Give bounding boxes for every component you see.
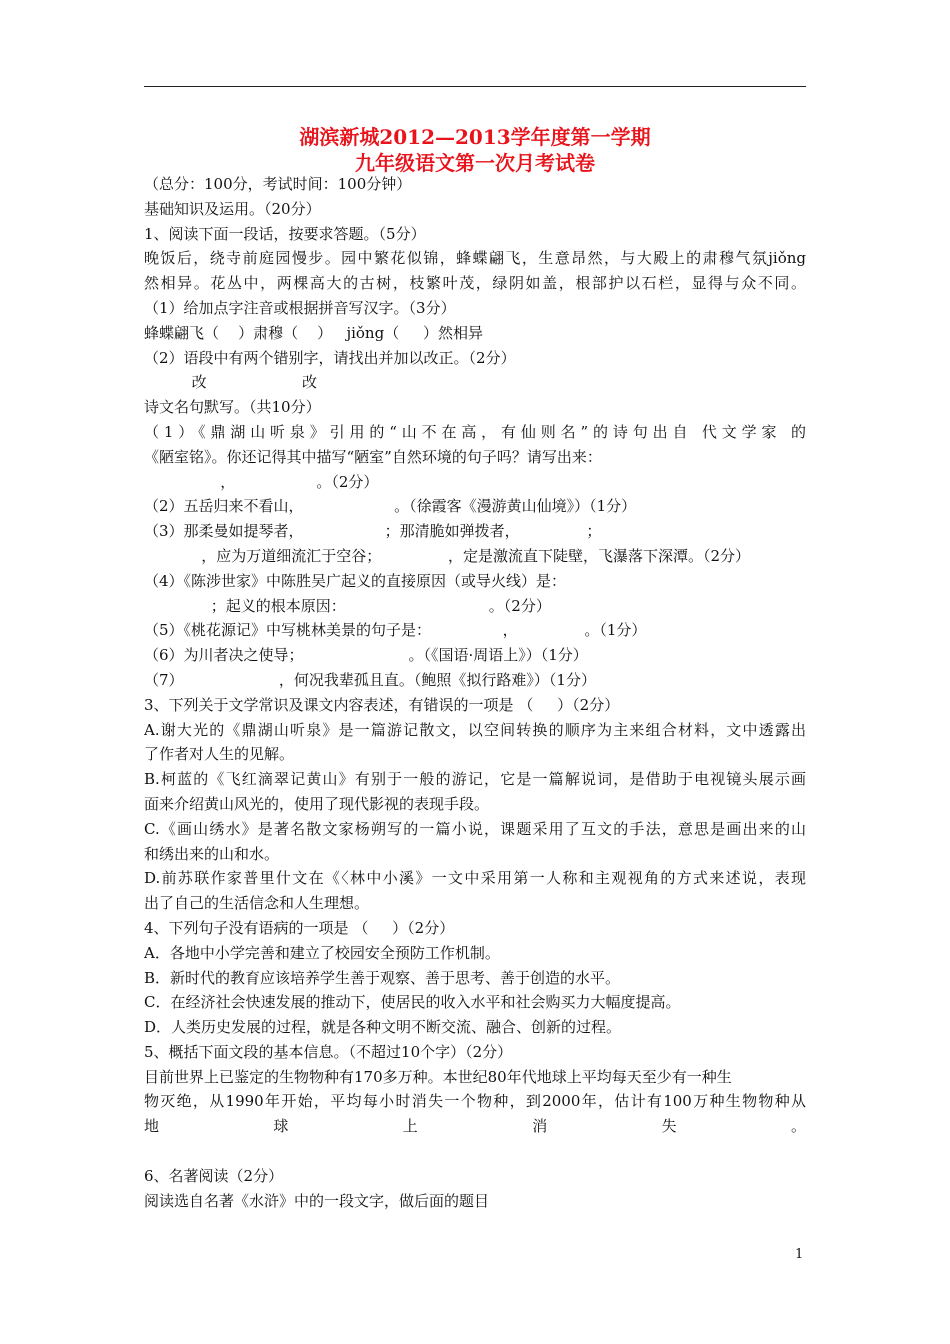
- text-line: （5）《桃花源记》中写桃林美景的句子是： ， 。（1分）: [144, 621, 647, 640]
- header-rule: [144, 86, 806, 87]
- text-line: 4、下列句子没有语病的一项是 （ ）（2分）: [144, 918, 455, 937]
- text-line: 出了自己的生活信念和人生理想。: [144, 894, 370, 913]
- text-line: （总分：100分，考试时间：100分钟）: [144, 175, 412, 193]
- text-line: B．新时代的教育应该培养学生善于观察、善于思考、善于创造的水平。: [144, 968, 621, 987]
- text-line: 和绣出来的山和水。: [144, 844, 280, 863]
- text-line: ， 。（2分）: [144, 472, 379, 491]
- text-line: A．各地中小学完善和建立了校园安全预防工作机制。: [144, 943, 500, 962]
- text-line: 物灭绝，从1990年开始，平均每小时消失一个物种，到2000年，估计有100万种生物物种从: [144, 1092, 806, 1111]
- text-line: 蜂蝶翩飞（ ）肃穆（ ） jiǒng（ ）然相异: [144, 323, 484, 342]
- text-line: 然相异。花丛中，两棵高大的古树，枝繁叶茂，绿阴如盖，根部护以石栏，显得与众不同。: [144, 274, 806, 293]
- text-line: [144, 1139, 806, 1164]
- text-line: 1、阅读下面一段话，按要求答题。（5分）: [144, 224, 426, 243]
- text-line: C．在经济社会快速发展的推动下，使居民的收入水平和社会购买力大幅度提高。: [144, 993, 681, 1012]
- text-line: 了作者对人生的见解。: [144, 745, 295, 764]
- text-line: 晚饭后，绕寺前庭园慢步。园中繁花似锦，蜂蝶翩飞，生意昂然，与大殿上的肃穆气氛jiǒng: [144, 249, 806, 268]
- text-line: （1）给加点字注音或根据拼音写汉字。（3分）: [144, 298, 456, 317]
- text-line: B.柯蓝的《飞红滴翠记黄山》有别于一般的游记，它是一篇解说词，是借助于电视镜头展示画: [144, 770, 806, 789]
- text-line: 目前世界上已鉴定的生物物种有170多万种。本世纪80年代地球上平均每天至少有一种生: [144, 1067, 732, 1086]
- text-line: （2）语段中有两个错别字，请找出并加以改正。（2分）: [144, 348, 516, 367]
- text-line: C.《画山绣水》是著名散文家杨朔写的一篇小说，课题采用了互文的手法，意思是画出来的山: [144, 819, 806, 838]
- text-line: 基础知识及运用。（20分）: [144, 199, 321, 218]
- text-line: （1）《鼎湖山听泉》引用的“山不在高，有仙则名”的诗句出自 代文学家 的: [144, 422, 806, 441]
- text-line: （3）那柔曼如提琴者， ；那清脆如弹拨者， ；: [144, 522, 602, 541]
- page-number: 1: [795, 1247, 804, 1262]
- text-line: 面来介绍黄山风光的，使用了现代影视的表现手段。: [144, 794, 490, 813]
- text-line: D.前苏联作家普里什文在《〈林中小溪》一文中采用第一人称和主观视角的方式来述说，表现: [144, 869, 806, 888]
- text-line: 阅读选自名著《水浒》中的一段文字，做后面的题目: [144, 1191, 490, 1210]
- text-line: ；起义的根本原因： 。（2分）: [144, 596, 551, 615]
- text-line: 5、概括下面文段的基本信息。（不超过10个字）（2分）: [144, 1042, 513, 1061]
- text-line: （2）五岳归来不看山， 。（徐霞客《漫游黄山仙境》）（1分）: [144, 497, 637, 516]
- text-line: 地球上消失。: [144, 1117, 806, 1136]
- text-line: （6）为川者决之使导； 。（《国语·周语上》）（1分）: [144, 646, 588, 665]
- text-line: 诗文名句默写。（共10分）: [144, 398, 321, 417]
- text-line: 3、下列关于文学常识及课文内容表述，有错误的一项是 （ ）（2分）: [144, 695, 620, 714]
- text-line: 改 改: [144, 373, 318, 392]
- exam-title-line-2: 九年级语文第一次月考试卷: [355, 151, 595, 175]
- text-line: （4）《陈涉世家》中陈胜吴广起义的直接原因（或导火线）是：: [144, 571, 567, 590]
- exam-body: [144, 172, 806, 1213]
- exam-title-line-1: 湖滨新城2012—2013学年度第一学期: [299, 125, 651, 149]
- text-line: D．人类历史发展的过程，就是各种文明不断交流、融合、创新的过程。: [144, 1018, 622, 1037]
- text-line: （7） ，何况我辈孤且直。（鲍照《拟行路难》）（1分）: [144, 670, 596, 689]
- text-line: 6、名著阅读（2分）: [144, 1166, 284, 1185]
- text-line: 《陋室铭》。你还记得其中描写“陋室”自然环境的句子吗？请写出来：: [144, 447, 602, 466]
- text-line: ，应为万道细流汇于空谷； ，定是激流直下陡壁，飞瀑落下深潭。（2分）: [144, 546, 751, 565]
- text-line: A.谢大光的《鼎湖山听泉》是一篇游记散文，以空间转换的顺序为主来组合材料，文中透露出: [144, 720, 806, 739]
